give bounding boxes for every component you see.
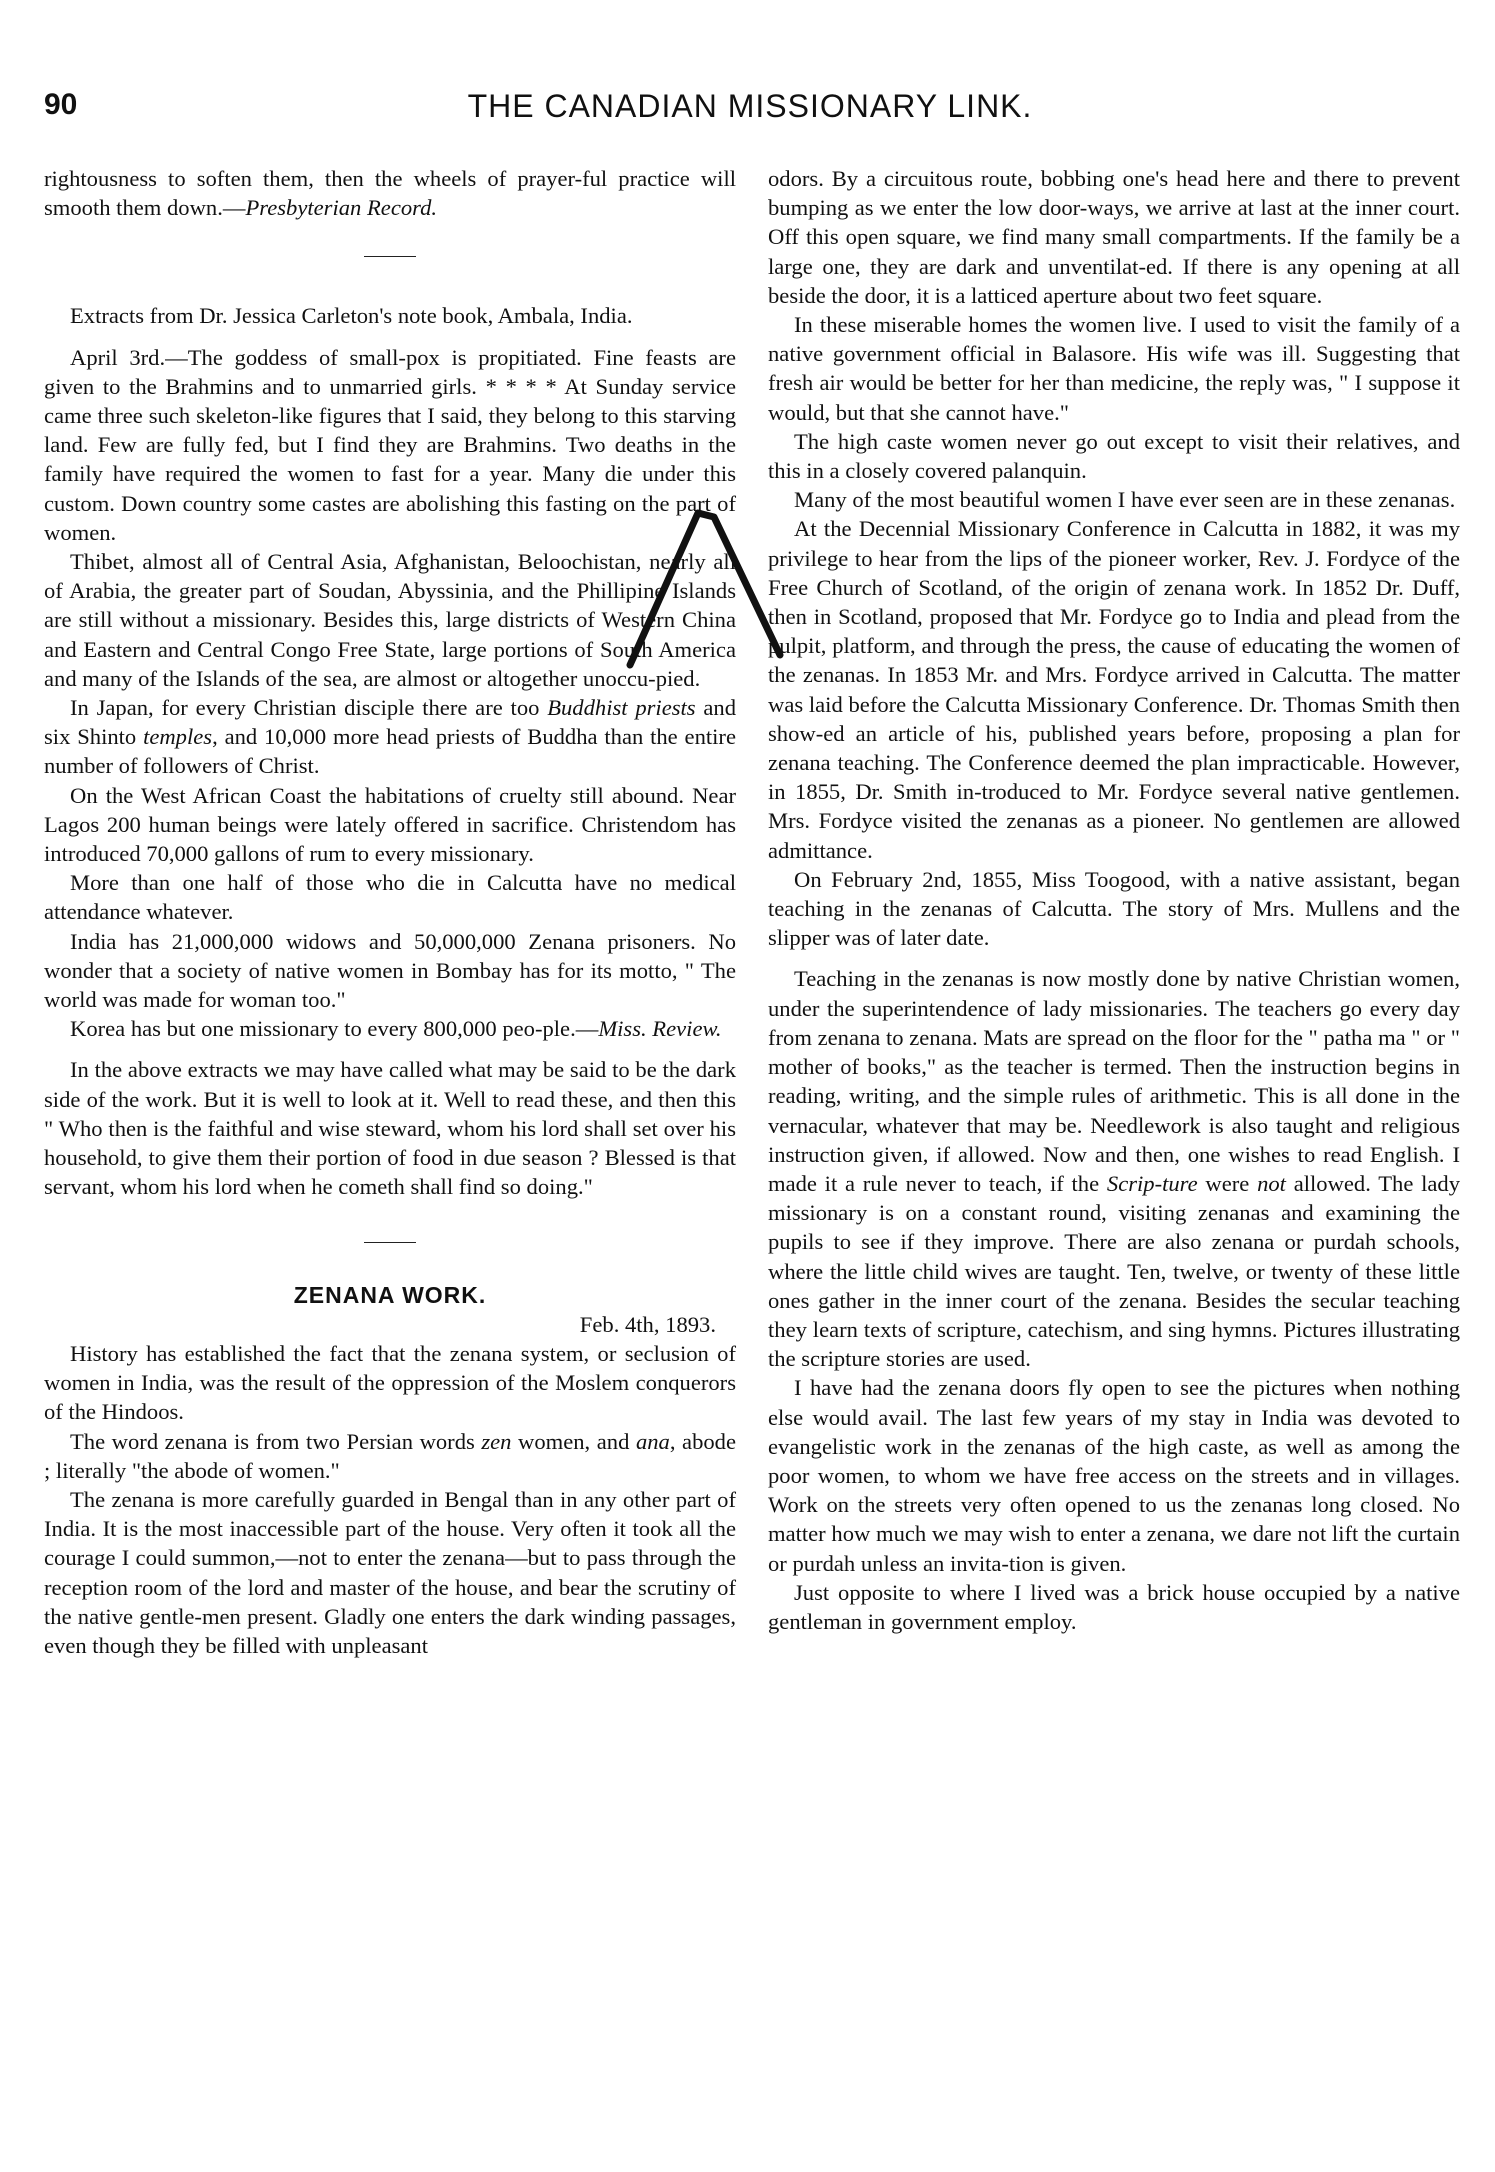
section-divider — [364, 256, 416, 257]
emphasis-text: ana — [635, 1428, 670, 1454]
paragraph-text: rightousness to soften them, then the wheels of prayer-ful practice will smooth them down.— — [44, 166, 736, 221]
paragraph-africa: On the West African Coast the habitations of cruelty still abound. Near Lagos 200 human beings were lately offered in sacrifice. Christendom has introduced 70,000 gallons of rum to every missionary. — [44, 782, 736, 867]
paragraph-april: April 3rd.—The goddess of small-pox is propitiated. Fine feasts are given to the Brahmins and to unmarried girls. * * * * At Sunday service came three such skeleton-like figures that I said, they belong to this starving land. Few are fully fed, but I find they are Brahmins. Two deaths in the family have required the women to fast for a year. Many die under this custom. Down country some castes are abolishing this fasting on the part of women. — [44, 344, 736, 545]
right-column — [768, 164, 1460, 1636]
emphasis-text: temples — [143, 724, 213, 750]
paragraph-guarded: The zenana is more carefully guarded in Bengal than in any other part of India. It is the most inaccessible part of the house. Very often it took all the courage I could summon,—not to enter the zenana—but to pass through the reception room of the lord and master of the house, and bear the scrutiny of the native gentle-men present. Gladly one enters the dark winding passages, even though they be filled with unpleasant — [44, 1486, 736, 1658]
paragraph-korea — [44, 1014, 736, 1043]
paragraph-text: and six Shinto — [44, 695, 736, 750]
paragraph-thibet: Thibet, almost all of Central Asia, Afghanistan, Beloochistan, nearly all of Arabia, the greater part of Soudan, Abyssinia, and the Phillipine Islands are still without a missionary. Besides this, large districts of Western China and Eastern and Central Congo Free State, large portions of South America and many of the Islands of the sea, are almost or altogether unoccu-pied. — [44, 549, 736, 691]
paragraph-teaching — [768, 964, 1460, 1373]
paragraph-opposite: Just opposite to where I lived was a brick house occupied by a native gentleman in government employ. — [768, 1579, 1460, 1634]
paragraph-calcutta: More than one half of those who die in Calcutta have no medical attendance whatever. — [44, 870, 736, 925]
paragraph-odors: odors. By a circuitous route, bobbing one's head here and there to prevent bumping as we enter the low door-ways, we arrive at last at the inner court. Off this open square, we find many small compartments. If the family be a large one, they are dark and unventilat-ed. If there is any opening at all beside the door, it is a latticed aperture about two feet square. — [768, 166, 1460, 308]
paragraph-homes: In these miserable homes the women live. I used to visit the family of a native government official in Balasore. His wife was ill. Suggesting that fresh air would be better for her than medicine, the reply was, " I suppose it would, but that she cannot have." — [768, 312, 1460, 425]
ink-caret-mark — [620, 505, 790, 675]
paragraph-doors: I have had the zenana doors fly open to see the pictures when nothing else would avail. The last few years of my stay in India was devoted to evangelistic work in the zenanas of the high caste, as well as among the poor women, to whom we have free access on the streets and in villages. Work on the streets very often opened to us the zenanas long closed. No matter how much we may wish to enter a zenana, we dare not lift the curtain or purdah unless an invita-tion is given. — [768, 1375, 1460, 1576]
caret-stroke — [630, 513, 780, 665]
paragraph-india: India has 21,000,000 widows and 50,000,000 Zenana prisoners. No wonder that a society of native women in Bombay has for its motto, " The world was made for woman too." — [44, 928, 736, 1013]
source-citation: Miss. Review. — [598, 1016, 722, 1042]
paragraph-text: women, and — [511, 1428, 636, 1454]
masthead-title: THE CANADIAN MISSIONARY LINK. — [467, 88, 1033, 124]
article-date: Feb. 4th, 1893. — [579, 1311, 716, 1337]
paragraph-word-zenana — [44, 1427, 736, 1485]
paragraph-text: In Japan, for every Christian disciple there are too — [70, 695, 548, 721]
paragraph-text: , and 10,000 more head priests of Buddha than the entire number of followers of Christ. — [44, 724, 736, 779]
section-title-zenana-work: ZENANA WORK. — [293, 1281, 487, 1308]
paragraph-above-extracts: In the above extracts we may have called what may be said to be the dark side of the work. But it is well to look at it. Well to read these, and then this " Who then is the faithful and wise steward, whom his lord shall set over his household, to give them their portion of food in due season ? Blessed is that servant, whom his lord when he cometh shall find so doing." — [44, 1057, 736, 1200]
left-column — [44, 164, 736, 1660]
source-citation: Presbyterian Record. — [245, 195, 438, 221]
paragraph-february: On February 2nd, 1855, Miss Toogood, with a native assistant, began teaching in the zenanas of Calcutta. The story of Mrs. Mullens and the slipper was of later date. — [768, 866, 1460, 951]
paragraph-decennial: At the Decennial Missionary Conference in Calcutta in 1882, it was my privilege to hear from the lips of the pioneer worker, Rev. J. Fordyce of the Free Church of Scotland, of the origin of zenana work. In 1852 Dr. Duff, then in Scotland, proposed that Mr. Fordyce go to India and plead from the pulpit, platform, and through the press, the cause of educating the women of the zenanas. In 1853 Mr. and Mrs. Fordyce arrived in Calcutta. The matter was laid before the Calcutta Missionary Conference. Dr. Thomas Smith then show-ed an article of his, published years before, proposing a plan for zenana teaching. The Conference deemed the plan impracticable. However, in 1855, Dr. Smith in-troduced to Mr. Fordyce several native gentlemen. Mrs. Fordyce visited the zenanas as a pioneer. No gentlemen are allowed admittance. — [768, 516, 1460, 863]
paragraph-continued — [44, 164, 736, 222]
paragraph-text: Teaching in the zenanas is now mostly done by native Christian women, under the superintendence of lady missionaries. The teachers go every day from zenana to zenana. Mats are spread on the floor for the " patha ma " or " mother of books," as the teacher is termed. Then the instruction begins in reading, writing, and the simple rules of arithmetic. This is all done in the vernacular, whatever that may be. Needlework is also taught and religious instruction given, if allowed. Now and then, one wishes to read English. I made it a rule never to teach, if the — [768, 966, 1460, 1196]
page-header — [44, 88, 1456, 138]
paragraph-text: The word zenana is from two Persian words — [70, 1428, 482, 1454]
paragraph-history: History has established the fact that the zenana system, or seclusion of women in India, was the result of the oppression of the Moslem conquerors of the Hindoos. — [44, 1340, 736, 1425]
paragraph-japan — [44, 693, 736, 781]
paragraph-text: were — [1197, 1170, 1258, 1196]
page-number: 90 — [44, 88, 78, 121]
extracts-heading: Extracts from Dr. Jessica Carleton's note book, Ambala, India. — [70, 303, 633, 329]
paragraph-high-caste: The high caste women never go out except to visit their relatives, and this in a closely covered palanquin. — [768, 428, 1460, 484]
paragraph-text: Korea has but one missionary to every 800,000 peo-ple.— — [70, 1016, 599, 1042]
emphasis-text: Buddhist priests — [547, 695, 696, 721]
emphasis-text: zen — [481, 1428, 512, 1454]
paragraph-beautiful: Many of the most beautiful women I have ever seen are in these zenanas. — [794, 487, 1456, 513]
paragraph-text: , abode ; literally "the abode of women." — [44, 1428, 736, 1483]
section-divider — [364, 1242, 416, 1243]
emphasis-text: Scrip-ture — [1106, 1170, 1198, 1196]
paragraph-text: allowed. The lady missionary is on a constant round, visiting zenanas and examining the pupils to see if they improve. There are also zenana or purdah schools, where the little child wives are taught. Ten, twelve, or twenty of these little ones gather in the inner court of the zenana. Besides the secular teaching they learn texts of scripture, catechism, and sing hymns. Pictures illustrating the scripture stories are used. — [768, 1170, 1460, 1372]
emphasis-text: not — [1257, 1170, 1286, 1196]
